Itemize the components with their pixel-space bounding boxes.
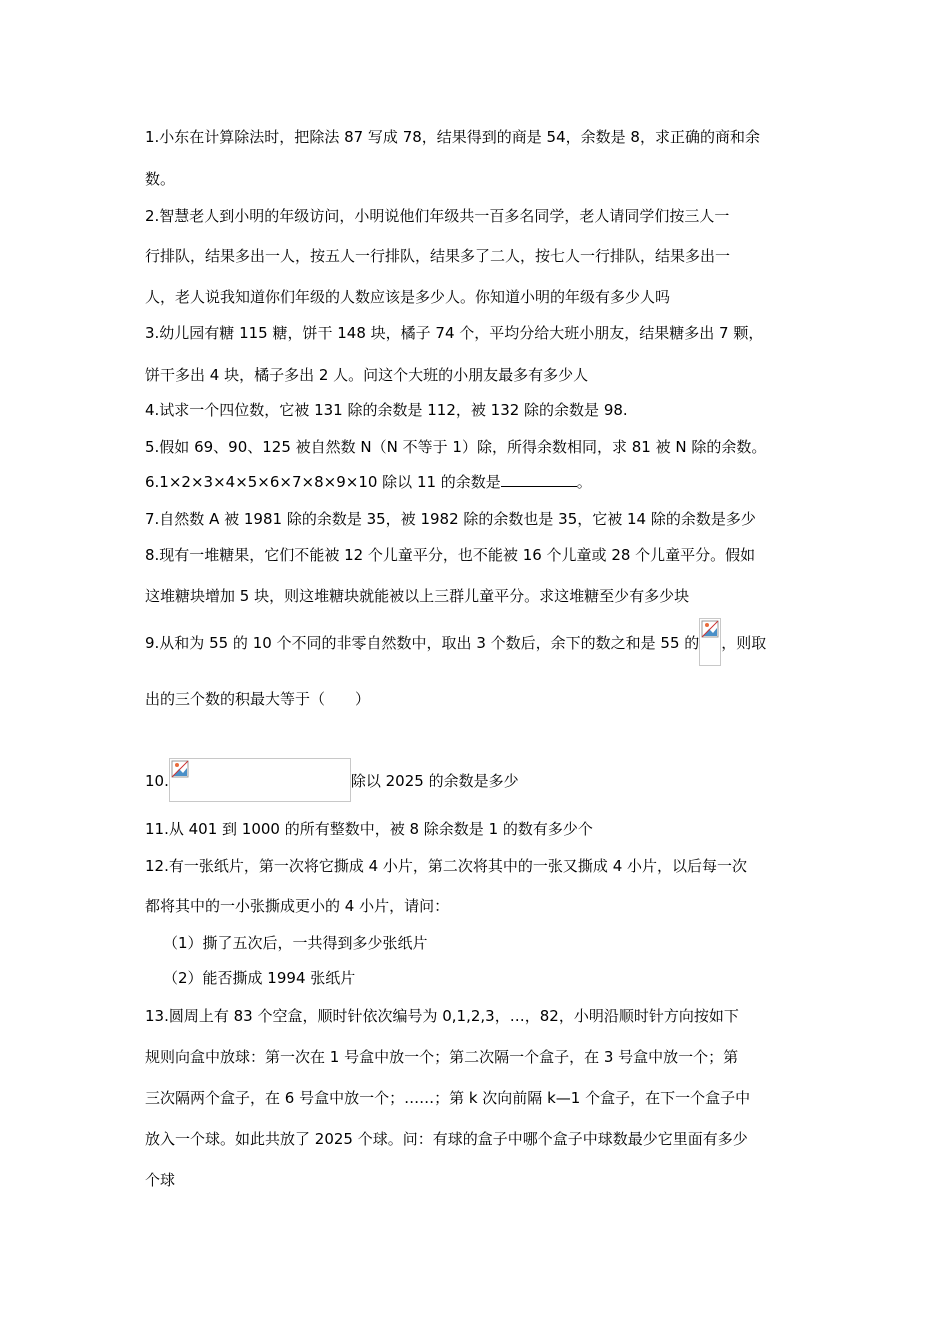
q10-line <box>145 758 519 802</box>
q13-line-1: 13.圆周上有 83 个空盒，顺时针依次编号为 0,1,2,3，…，82，小明沿顺时针方向按如下 <box>145 1007 739 1025</box>
q13-line-4: 放入一个球。如此共放了 2025 个球。问：有球的盒子中哪个盒子中球数最少它里面有多少 <box>145 1130 748 1148</box>
q12-line-1: 12.有一张纸片，第一次将它撕成 4 小片，第二次将其中的一张又撕成 4 小片，以后每一次 <box>145 857 748 875</box>
q9-line-1 <box>145 618 766 666</box>
q6-text: 6.1×2×3×4×5×6×7×8×9×10 除以 11 的余数是 <box>145 473 501 491</box>
broken-image-icon <box>169 758 351 802</box>
answer-blank <box>501 472 577 487</box>
q6-end: 。 <box>576 473 592 491</box>
q13-line-5: 个球 <box>145 1171 176 1189</box>
q11-line: 11.从 401 到 1000 的所有整数中，被 8 除余数是 1 的数有多少个 <box>145 820 593 838</box>
broken-image-icon <box>699 618 721 666</box>
q8-line-1: 8.现有一堆糖果，它们不能被 12 个儿童平分，也不能被 16 个儿童或 28 个儿童平分。假如 <box>145 546 756 564</box>
q6-line <box>145 472 592 492</box>
q4-line: 4.试求一个四位数，它被 131 除的余数是 112，被 132 除的余数是 98. <box>145 401 628 419</box>
q2-line-1: 2.智慧老人到小明的年级访问，小明说他们年级共一百多名同学，老人请同学们按三人一 <box>145 207 730 225</box>
q3-line-2: 饼干多出 4 块，橘子多出 2 人。问这个大班的小朋友最多有多少人 <box>145 366 589 384</box>
q10-prefix: 10. <box>145 772 169 790</box>
q9-text: 9.从和为 55 的 10 个不同的非零自然数中，取出 3 个数后，余下的数之和是 55 的 <box>145 634 700 652</box>
q7-line: 7.自然数 A 被 1981 除的余数是 35，被 1982 除的余数也是 35，它被 14 除的余数是多少 <box>145 510 756 528</box>
q12-sub-1: （1）撕了五次后，一共得到多少张纸片 <box>163 934 428 952</box>
q8-line-2: 这堆糖块增加 5 块，则这堆糖块就能被以上三群儿童平分。求这堆糖至少有多少块 <box>145 587 690 605</box>
q13-line-3: 三次隔两个盒子，在 6 号盒中放一个；……；第 k 次向前隔 k—1 个盒子，在下一个盒子中 <box>145 1089 751 1107</box>
q10-suffix: 除以 2025 的余数是多少 <box>350 772 519 790</box>
q3-line-1: 3.幼儿园有糖 115 糖，饼干 148 块，橘子 74 个，平均分给大班小朋友，结果糖多出 7 颗， <box>145 324 764 342</box>
q9-text-2: ，则取 <box>721 634 767 652</box>
q5-line: 5.假如 69、90、125 被自然数 N（N 不等于 1）除，所得余数相同，求 81 被 N 除的余数。 <box>145 438 767 456</box>
q2-line-2: 行排队，结果多出一人，按五人一行排队，结果多了二人，按七人一行排队，结果多出一 <box>145 247 731 265</box>
q12-line-2: 都将其中的一小张撕成更小的 4 小片，请问： <box>145 897 450 915</box>
q9-line-2: 出的三个数的积最大等于（ ） <box>145 690 371 708</box>
q12-sub-2: （2）能否撕成 1994 张纸片 <box>163 969 356 987</box>
q2-line-3: 人，老人说我知道你们年级的人数应该是多少人。你知道小明的年级有多少人吗 <box>145 288 671 306</box>
q1-line-2: 数。 <box>145 170 176 188</box>
q1-line-1: 1.小东在计算除法时，把除法 87 写成 78，结果得到的商是 54，余数是 8，求正确的商和余 <box>145 128 760 146</box>
q13-line-2: 规则向盒中放球：第一次在 1 号盒中放一个；第二次隔一个盒子，在 3 号盒中放一个；第 <box>145 1048 739 1066</box>
